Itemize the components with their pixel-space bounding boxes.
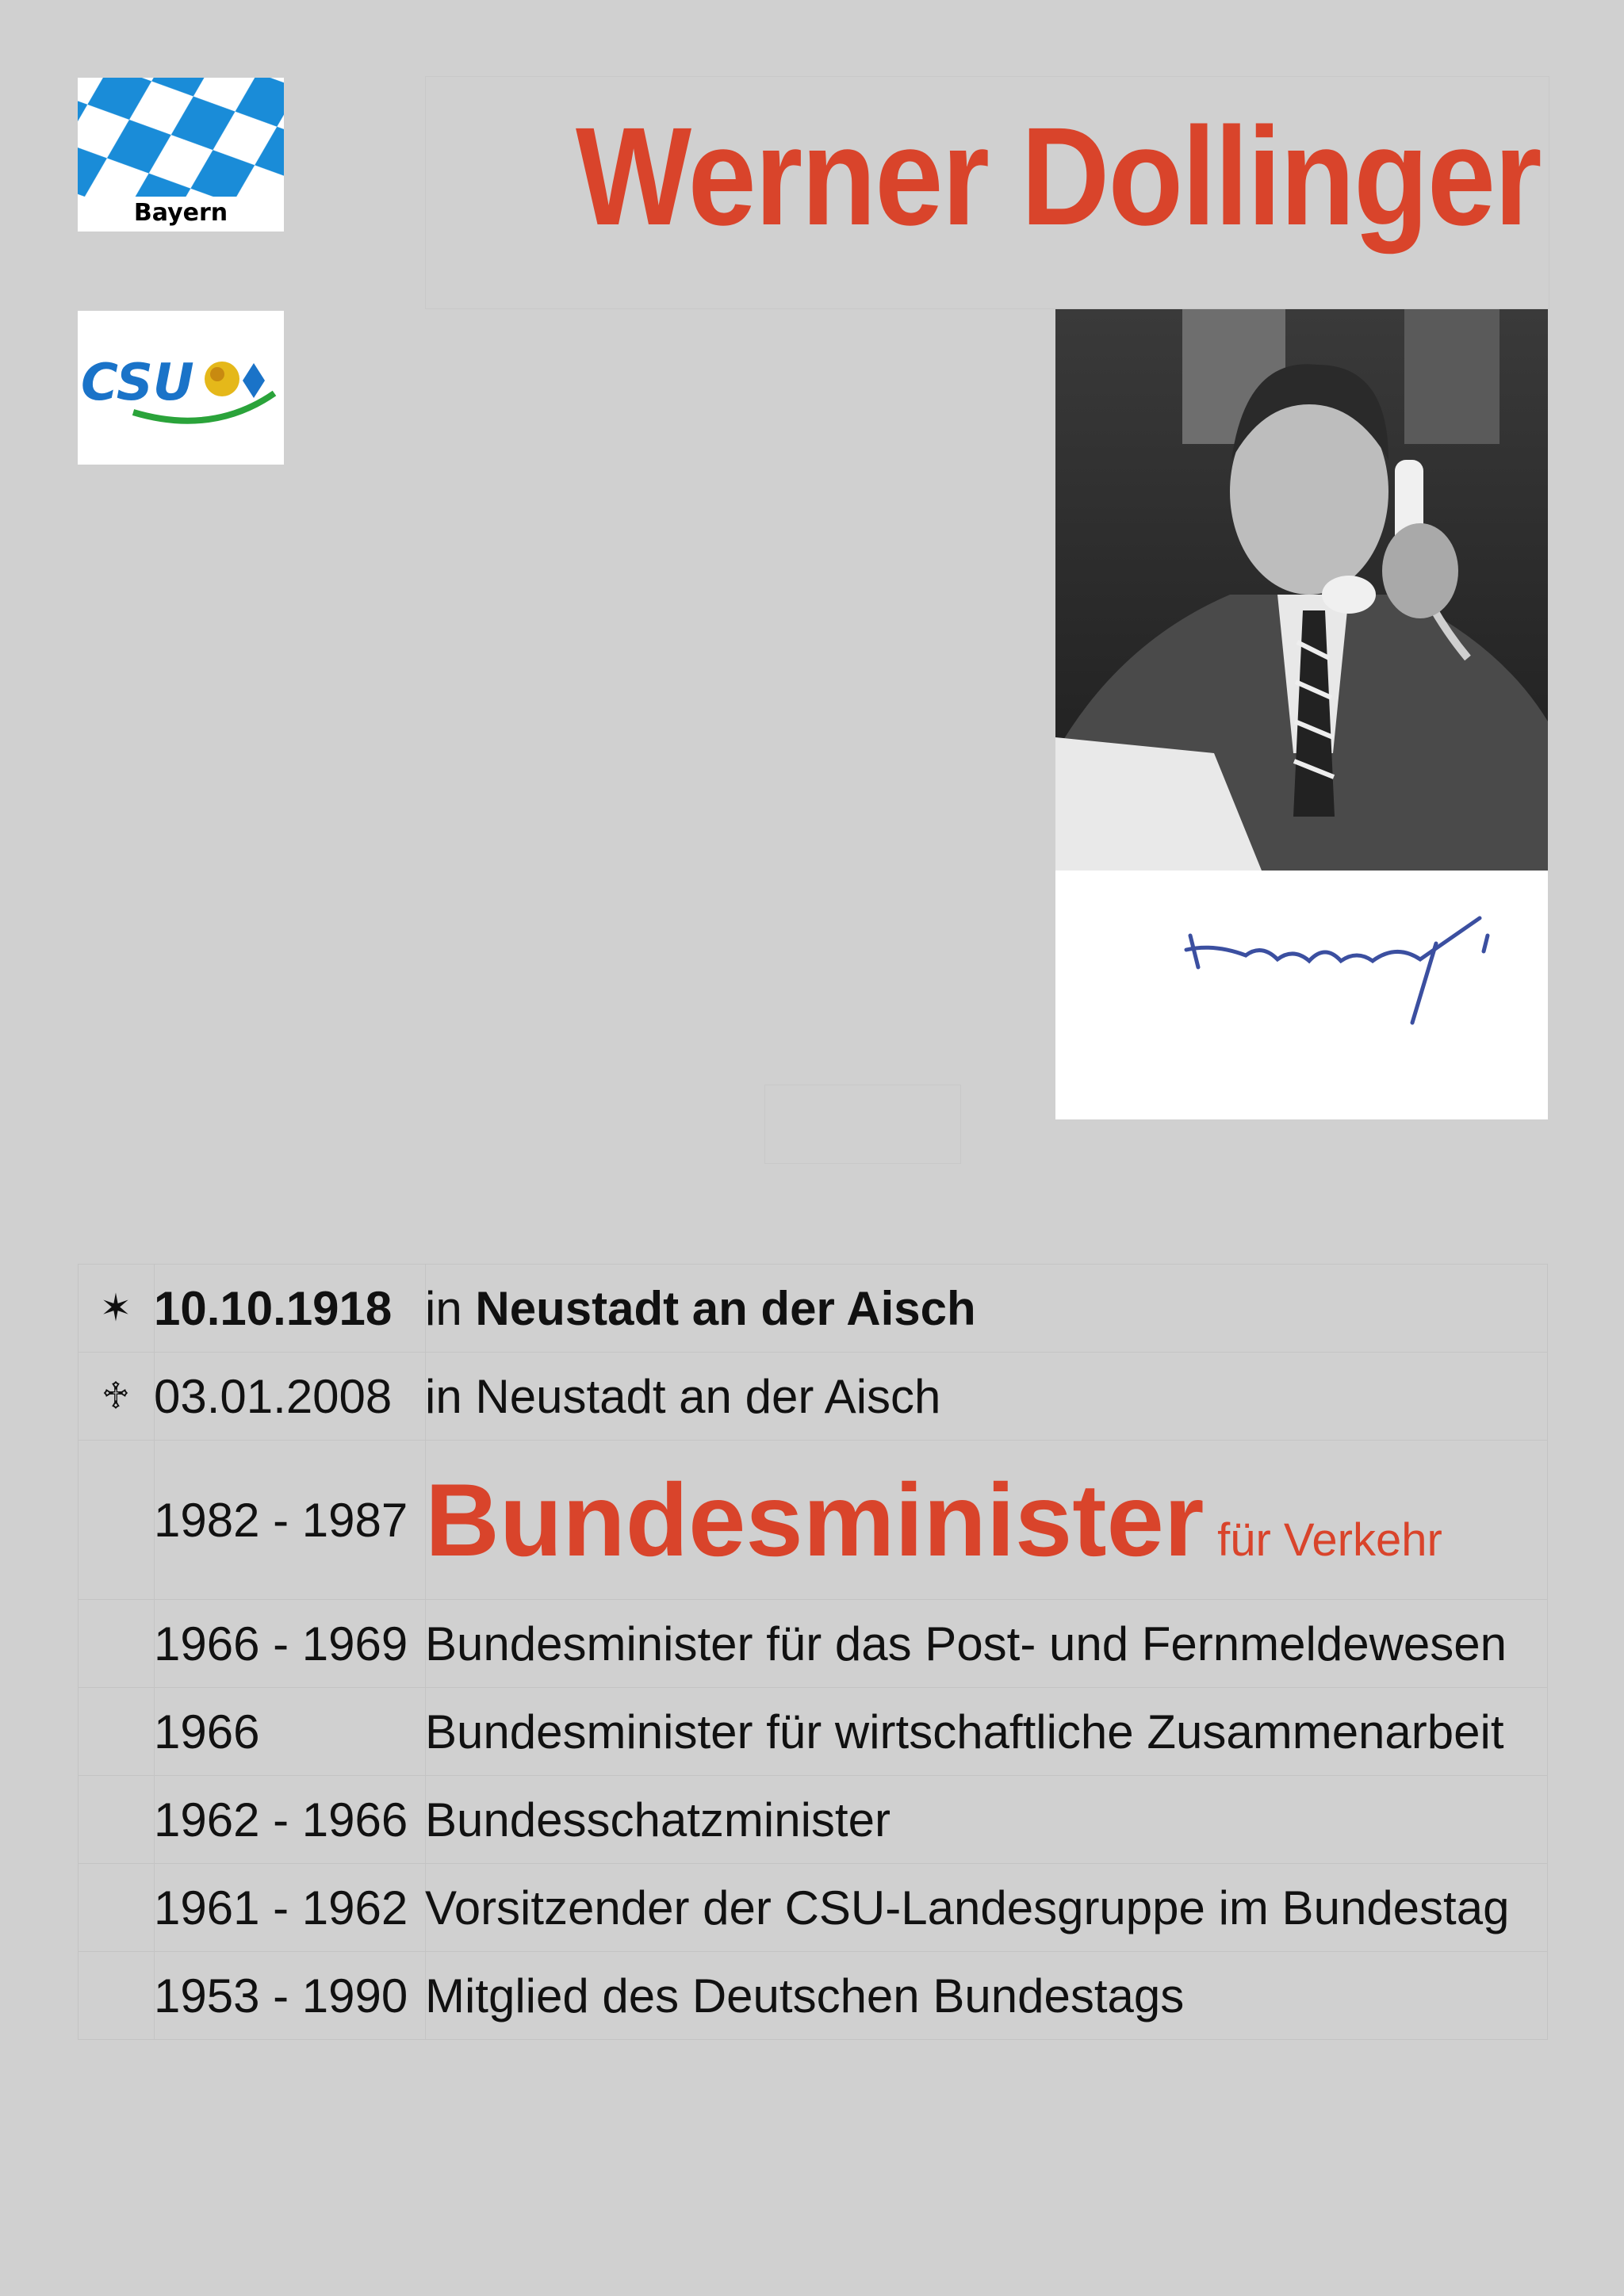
csu-wordmark: CSU: [81, 354, 194, 412]
office-years: 1982 - 1987: [154, 1493, 408, 1547]
bio-row-office: [78, 1776, 1548, 1864]
birth-date: 10.10.1918: [154, 1281, 393, 1335]
page-title: Werner Dollinger: [576, 99, 1541, 254]
office-years: 1966: [154, 1705, 260, 1758]
office-title: Bundesschatzminister: [425, 1793, 891, 1846]
signed-portrait-photo: [1055, 309, 1548, 1119]
bio-row-office: [78, 1600, 1548, 1688]
office-title: Bundesminister für das Post- und Fernmeldewesen: [425, 1617, 1507, 1670]
bio-row-office: [78, 1688, 1548, 1776]
empty-frame: [764, 1085, 961, 1164]
office-title: Bundesminister für Verkehr: [425, 1462, 1442, 1578]
bio-row-died: [78, 1353, 1548, 1441]
bio-row-born: [78, 1265, 1548, 1353]
biography-table: [78, 1264, 1548, 2040]
death-place: in Neustadt an der Aisch: [425, 1369, 941, 1423]
birth-place: in Neustadt an der Aisch: [425, 1281, 976, 1335]
office-years: 1953 - 1990: [154, 1969, 408, 2022]
death-date: 03.01.2008: [154, 1369, 393, 1423]
office-years: 1962 - 1966: [154, 1793, 408, 1846]
bayern-logo: [78, 78, 284, 232]
bio-row-office: [78, 1952, 1548, 2040]
office-title: Mitglied des Deutschen Bundestags: [425, 1969, 1185, 2022]
bio-row-office: [78, 1441, 1548, 1600]
death-cross-icon: ♱: [101, 1374, 131, 1418]
birth-star-icon: ✶: [99, 1286, 132, 1330]
title-box: [425, 76, 1549, 309]
csu-logo: [78, 311, 284, 465]
office-years: 1966 - 1969: [154, 1617, 408, 1670]
csu-emblem-icon: [78, 311, 284, 465]
office-title: Vorsitzender der CSU-Landesgruppe im Bundestag: [425, 1881, 1510, 1934]
bayern-label: Bayern: [133, 199, 228, 227]
office-title: Bundesminister für wirtschaftliche Zusammenarbeit: [425, 1705, 1504, 1758]
bio-row-office: [78, 1864, 1548, 1952]
office-years: 1961 - 1962: [154, 1881, 408, 1934]
